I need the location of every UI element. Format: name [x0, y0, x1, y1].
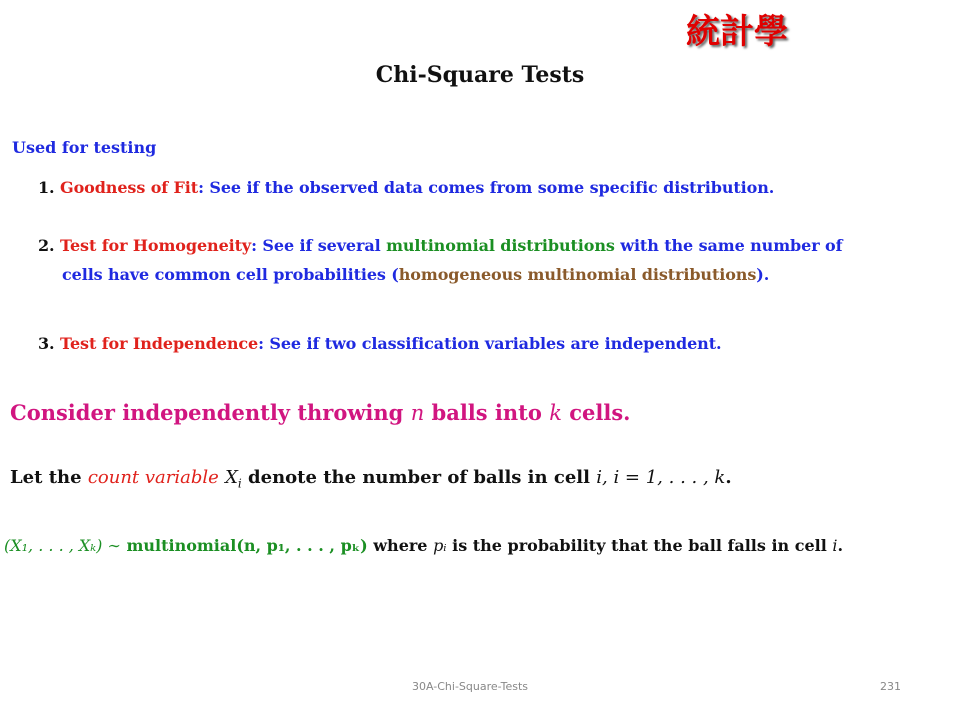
item-desc-c: with the same number of: [620, 236, 843, 255]
consider-statement: [10, 400, 630, 425]
item-colon: :: [258, 334, 264, 353]
slide-title: Chi-Square Tests: [375, 62, 585, 88]
item-name: Test for Homogeneity: [60, 236, 252, 255]
item-desc-d: cells have common cell probabilities (: [62, 265, 399, 284]
consider-text-b: balls into: [431, 400, 542, 425]
list-item-homogeneity-line2: [62, 265, 769, 284]
item-desc-f: ).: [756, 265, 770, 284]
consider-text-a: Consider independently throwing: [10, 400, 404, 425]
vector-symbol: (X₁, . . . , Xₖ) ∼: [4, 536, 121, 555]
cell-i: i: [832, 536, 838, 555]
where-text: where: [373, 536, 428, 555]
let-end: .: [725, 467, 732, 488]
consider-n: n: [410, 401, 425, 425]
list-item-goodness-of-fit: [38, 178, 774, 197]
course-title: 統計學: [686, 12, 788, 52]
multi-end: .: [837, 536, 844, 555]
multinomial-statement: [4, 536, 843, 555]
multinomial-dist: multinomial(n, p₁, . . . , pₖ): [126, 536, 368, 555]
item-desc-e: homogeneous multinomial distributions: [398, 265, 757, 284]
item-name: Goodness of Fit: [60, 178, 199, 197]
consider-text-c: cells.: [569, 400, 631, 425]
let-a: Let the: [10, 467, 82, 488]
index-range: i, i = 1, . . . , k: [596, 467, 726, 488]
item-name: Test for Independence: [60, 334, 259, 353]
item-colon: :: [251, 236, 257, 255]
footer-slide-name: 30A-Chi-Square-Tests: [412, 680, 529, 693]
list-item-homogeneity: [38, 236, 842, 255]
list-item-independence: [38, 334, 721, 353]
let-b: denote the number of balls in cell: [248, 467, 590, 488]
multi-rest: is the probability that the ball falls in cell: [452, 536, 827, 555]
intro-text: Used for testing: [12, 138, 157, 157]
item-desc-a: See if several: [262, 236, 381, 255]
xi-symbol: $X_i$: [225, 467, 242, 491]
count-variable-statement: [10, 467, 732, 491]
item-desc: See if two classification variables are independent.: [269, 334, 722, 353]
pi-symbol: pᵢ: [433, 536, 447, 555]
footer-page-number: 231: [880, 680, 901, 693]
consider-k: k: [549, 401, 562, 425]
item-desc-b: multinomial distributions: [386, 236, 615, 255]
item-number: 1.: [38, 178, 55, 197]
count-variable-term: count variable: [87, 467, 219, 488]
item-number: 2.: [38, 236, 55, 255]
item-colon: :: [198, 178, 204, 197]
item-desc: See if the observed data comes from some specific distribution.: [209, 178, 775, 197]
item-number: 3.: [38, 334, 55, 353]
